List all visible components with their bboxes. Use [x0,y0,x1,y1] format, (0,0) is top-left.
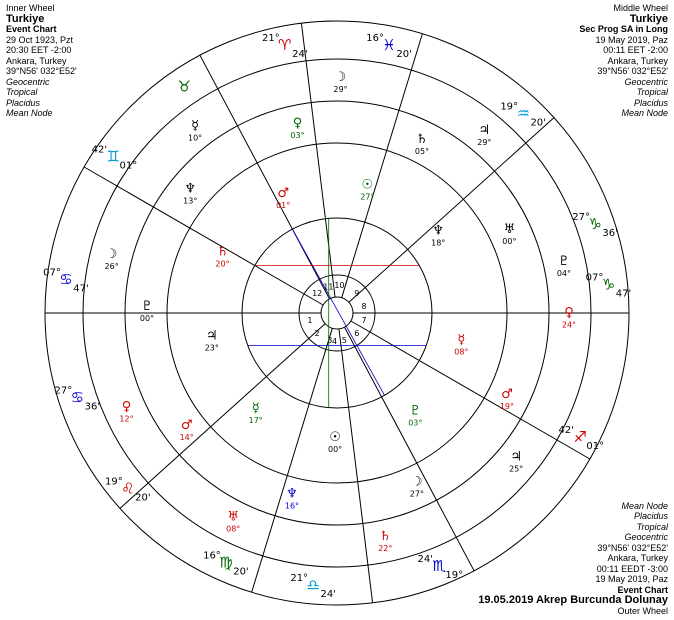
planet-glyph-icon: ♅ [227,509,240,525]
planet-glyph-icon: ♄ [416,132,428,148]
planet-degree: 00° [502,237,517,247]
cusp-degree: 27° [54,385,73,397]
planet-degree: 19° [499,401,515,411]
middle-wheel-label: Middle Wheel [613,3,668,13]
house-number-3: 3 [327,336,333,346]
zodiac-sign-icon: ♊ [106,147,121,166]
cusp-label-1 [262,33,308,60]
planet-20 [285,487,299,511]
planet-25 [509,449,523,473]
cusp-minutes: 20' [233,566,249,578]
middle-chart-type: Sec Prog SA in Long [579,24,668,34]
inner-opt-4: Mean Node [6,108,53,118]
planet-glyph-icon: ♂ [277,185,290,201]
planet-degree: 20° [215,259,230,269]
planet-12 [215,245,229,269]
planet-glyphs [105,70,577,553]
planet-degree: 00° [327,444,343,454]
cusp-degree: 21° [262,33,280,45]
planet-4 [477,123,491,147]
outer-chart-date: 19 May 2019, Paz [595,574,668,584]
planet-27 [454,332,468,356]
house-number-7: 7 [361,316,367,326]
house-number-12: 12 [312,289,323,299]
aspect-line-1 [292,229,384,395]
planet-degree: 05° [414,147,430,157]
planet-28 [562,305,576,329]
cusp-degree: 24' [417,554,434,566]
planet-21 [328,430,342,454]
cusp-minutes: 20' [135,492,151,504]
planet-degree: 24° [561,320,577,330]
cusp-degree: 19° [500,101,519,113]
outer-chart-place: Ankara, Turkey [607,553,668,563]
zodiac-sign-icon: ♎ [306,575,320,594]
planet-24 [408,403,422,427]
planet-glyph-icon: ♂ [501,386,513,402]
planet-glyph-icon: ♄ [379,528,392,544]
planet-degree: 01° [276,200,291,210]
planet-6 [360,178,374,202]
house-number-2: 2 [314,328,320,338]
house-number-10: 10 [334,281,345,291]
house-number-4: 4 [332,336,338,346]
planet-16 [119,400,133,424]
planet-26 [500,387,514,411]
planet-degree: 29° [477,137,492,147]
middle-opt-4: Mean Node [621,108,668,118]
planet-degree: 22° [378,543,393,553]
zodiac-sign-icon: ♍ [219,553,233,572]
cusp-minutes: 36' [84,401,101,413]
planet-degree: 04° [556,268,572,278]
planet-17 [180,418,194,442]
inner-opt-2: Tropical [6,87,38,97]
planet-7 [333,70,347,94]
cusp-degree: 21° [290,572,309,584]
planet-glyph-icon: ♀ [564,305,574,321]
inner-chart-date: 29 Oct 1923, Pzt [6,34,74,45]
planet-degree: 14° [179,433,194,443]
outer-opt-3: Tropical [636,521,668,532]
inner-wheel-label: Inner Wheel [6,3,55,13]
zodiac-sign-icon: ♈ [278,36,292,55]
cusp-minutes: 19° [445,570,464,582]
zodiac-sign-icon: ♑ [588,215,602,234]
house-number-1: 1 [307,316,313,326]
inner-chart-name: Turkiye [6,12,45,25]
planet-degree: 17° [248,415,263,425]
cusp-minutes: 01° [119,160,138,172]
cusp-label-5 [586,272,632,299]
zodiac-sign-icon: ♑ [601,275,616,294]
planet-glyph-icon: ☿ [251,400,260,416]
planet-glyph-icon: ☿ [457,332,466,348]
planet-degree: 23° [204,343,219,353]
planet-glyph-icon: ☉ [329,429,341,445]
planet-22 [378,529,392,553]
planet-3 [431,224,445,248]
inner-opt-3: Placidus [6,97,41,108]
planet-10 [188,118,202,142]
planet-glyph-icon: ♄ [216,244,229,260]
planet-15 [205,329,219,353]
middle-opt-2: Tropical [636,87,668,97]
middle-opt-3: Placidus [633,97,668,108]
planet-glyph-icon: ♇ [141,299,153,315]
planet-degree: 27° [409,489,424,499]
planet-glyph-icon: ♀ [121,399,132,415]
planet-glyph-icon: ☽ [411,474,423,490]
cusp-label-13 [92,144,138,171]
planet-glyph-icon: ☽ [105,246,118,262]
planet-degree: 26° [104,261,119,271]
planet-glyph-icon: ☉ [361,177,374,193]
planet-degree: 03° [408,418,423,428]
inner-chart-type: Event Chart [6,24,57,34]
planet-5 [415,132,429,156]
planet-degree: 27° [360,192,375,202]
cusp-line-6 [349,118,554,303]
planet-glyph-icon: ♇ [409,403,422,419]
house-number-6: 6 [354,328,360,338]
wheel-ring-7 [321,297,353,329]
zodiac-sign-icon: ♏ [432,557,446,576]
planet-degree: 25° [509,464,524,474]
middle-chart-coords: 39°N56' 032°E52' [597,66,668,76]
house-number-11: 11 [323,282,334,292]
house-number-5: 5 [341,336,347,346]
cusp-label-14 [178,78,191,96]
outer-chart-time: 00:11 EEDT -3:00 [596,563,668,574]
outer-opt-4: Geocentric [624,532,668,542]
planet-degree: 08° [226,524,241,534]
cusp-minutes: 01° [586,440,605,452]
planet-glyph-icon: ☿ [191,118,200,134]
outer-chart-type: Event Chart [617,584,668,595]
outer-chart-title: 19.05.2019 Akrep Burcunda Dolunay [478,594,668,606]
planet-degree: 13° [183,196,198,206]
planet-2 [502,222,516,246]
inner-chart-coords: 39°N56' 032°E52' [6,66,77,76]
planet-glyph-icon: ♅ [503,222,516,238]
planet-glyph-icon: ♂ [180,418,193,434]
cusp-line-5 [342,34,423,298]
cusp-labels [43,33,631,600]
planet-glyph-icon: ☽ [334,70,347,86]
zodiac-sign-icon: ♒ [516,104,530,123]
planet-glyph-icon: ♆ [432,223,445,239]
cusp-degree: 42' [91,144,108,156]
middle-opt-1: Geocentric [624,76,668,87]
zodiac-sign-icon: ♋ [70,388,85,407]
cusp-minutes: 47' [73,283,89,295]
cusp-line-11 [252,328,333,592]
cusp-degree: 07° [585,272,604,284]
cusp-minutes: 24' [292,49,308,61]
inner-chart-time: 20:30 EET -2:00 [6,45,72,55]
cusp-degree: 19° [105,476,123,488]
outer-opt-1: Mean Node [621,500,668,511]
cusp-degree: 42' [558,424,574,436]
cusp-label-9 [203,550,249,577]
zodiac-sign-icon: ♓ [382,36,396,55]
cusp-minutes: 20' [530,117,546,129]
planet-degree: 12° [119,414,134,424]
planet-degree: 00° [139,314,155,324]
cusp-label-8 [290,573,336,600]
cusp-minutes: 47' [615,288,632,300]
planet-8 [290,116,304,140]
inner-opt-1: Geocentric [6,76,50,87]
cusp-degree: 16° [366,33,384,45]
middle-chart-time: 00:11 EET -2:00 [603,45,668,55]
outer-opt-2: Placidus [633,511,668,521]
outer-wheel-label: Outer Wheel [617,605,668,616]
zodiac-sign-icon: ♌ [121,479,135,498]
planet-glyph-icon: ♃ [510,449,523,465]
house-number-8: 8 [361,301,367,311]
planet-1 [557,254,571,278]
zodiac-sign-icon: ♉ [177,77,192,96]
house-number-9: 9 [354,289,360,299]
cusp-degree: 27° [572,212,590,224]
cusp-minutes: 36' [602,228,618,240]
planet-23 [410,474,424,498]
cusp-label-7 [418,554,464,581]
cusp-line-8 [351,321,590,459]
zodiac-sign-icon: ♋ [59,270,73,289]
planet-degree: 10° [187,133,203,143]
zodiac-sign-icon: ♐ [573,427,587,446]
planet-glyph-icon: ♆ [286,486,298,502]
planet-glyph-icon: ♆ [184,181,197,197]
planet-glyph-icon: ♀ [292,116,303,132]
outer-chart-coords: 39°N56' 032°E52' [597,542,668,553]
cusp-degree: 07° [43,267,61,279]
planet-11 [183,181,197,205]
planet-14 [140,299,154,323]
middle-chart-date: 19 May 2019, Paz [595,34,668,45]
planet-degree: 08° [454,347,469,357]
planet-degree: 29° [333,85,348,95]
middle-chart-name: Turkiye [629,12,668,25]
planet-degree: 16° [284,501,300,511]
cusp-label-12 [43,268,89,295]
cusp-minutes: 20' [396,49,412,61]
planet-18 [249,401,263,425]
planet-glyph-icon: ♇ [558,253,570,269]
planet-glyph-icon: ♃ [478,122,491,138]
cusp-minutes: 24' [320,588,336,600]
inner-chart-place: Ankara, Turkey [6,55,67,66]
planet-glyph-icon: ♃ [205,328,218,344]
planet-13 [105,247,119,271]
cusp-degree: 16° [203,550,221,562]
cusp-label-2 [366,33,412,60]
planet-degree: 18° [431,238,446,248]
planet-degree: 03° [290,131,305,141]
planet-9 [276,186,290,210]
cusp-line-12 [120,324,325,509]
cusp-label-6 [559,425,605,452]
middle-chart-place: Ankara, Turkey [607,55,668,66]
planet-19 [226,509,240,533]
